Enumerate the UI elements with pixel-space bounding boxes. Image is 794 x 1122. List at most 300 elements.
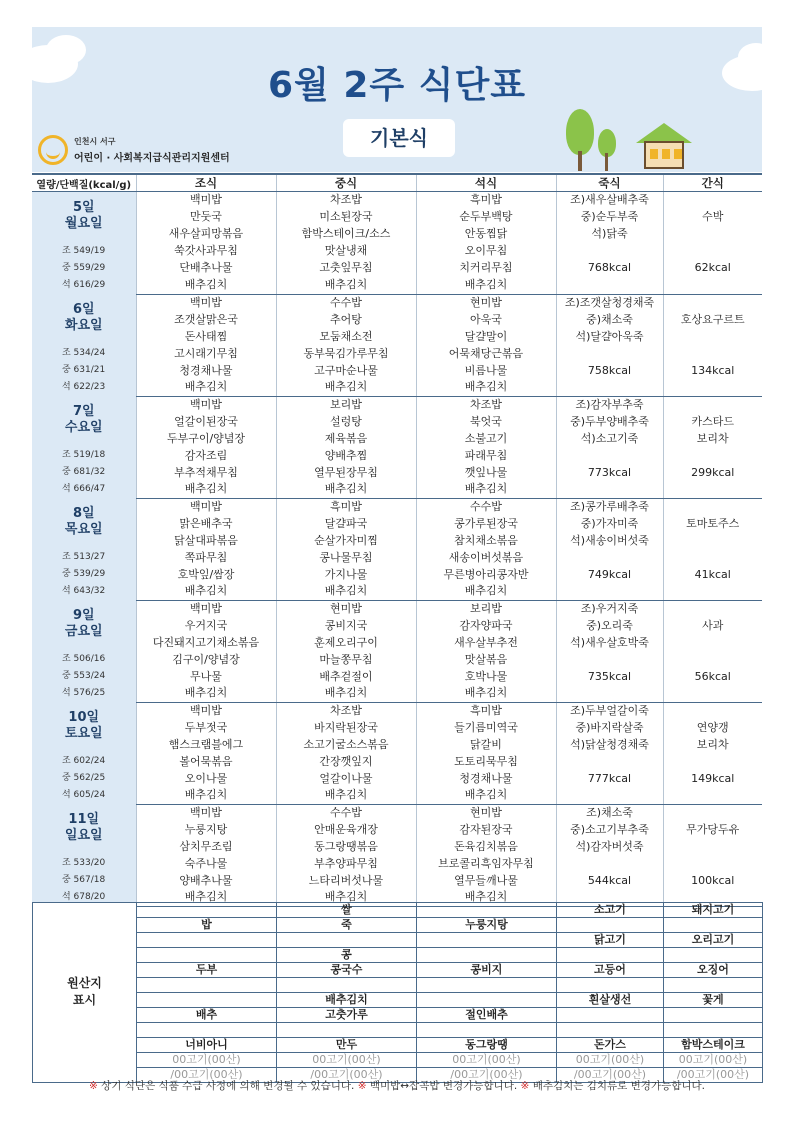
snack-item	[663, 804, 762, 821]
table-row	[32, 617, 762, 634]
porridge-item: 중)오리죽	[556, 617, 663, 634]
lunch-item: 고구마순나물	[276, 362, 416, 379]
porridge-item: 758kcal	[556, 362, 663, 379]
snack-item: 134kcal	[663, 362, 762, 379]
origin-row	[33, 933, 763, 948]
dinner-item: 감자된장국	[416, 821, 556, 838]
origin-cell	[557, 918, 664, 933]
note-mark: ※	[357, 1080, 367, 1092]
day-name	[32, 404, 136, 436]
breakfast-item: 오이나물	[136, 770, 276, 787]
snack-item: 62kcal	[663, 260, 762, 277]
table-row	[32, 702, 762, 719]
snack-item: 무가당두유	[663, 821, 762, 838]
breakfast-item: 백미밥	[136, 192, 276, 209]
origin-row	[33, 903, 763, 918]
day-info-cell	[32, 192, 136, 295]
porridge-item: 773kcal	[556, 464, 663, 481]
energy-protein: 조 534/24	[62, 348, 106, 358]
dinner-item: 배추김치	[416, 787, 556, 804]
porridge-item: 544kcal	[556, 872, 663, 889]
dinner-item: 배추김치	[416, 685, 556, 702]
origin-cell	[417, 1022, 557, 1037]
origin-cell: 동그랑땡	[417, 1037, 557, 1052]
header-porridge: 죽식	[556, 174, 663, 192]
table-row	[32, 209, 762, 226]
snack-item	[663, 600, 762, 617]
porridge-item	[556, 277, 663, 294]
porridge-item: 석)감자버섯죽	[556, 838, 663, 855]
table-row	[32, 498, 762, 515]
table-row	[32, 804, 762, 821]
table-row	[32, 311, 762, 328]
dinner-item: 호박나물	[416, 668, 556, 685]
energy-protein: 조 602/24	[62, 756, 106, 766]
table-row	[32, 379, 762, 396]
dinner-item: 어묵채당근볶음	[416, 345, 556, 362]
snack-item	[663, 396, 762, 413]
day-date: 11일	[68, 812, 100, 827]
table-row	[32, 770, 762, 787]
energy-protein: 중 553/24	[62, 671, 106, 681]
table-row	[32, 651, 762, 668]
porridge-item	[556, 549, 663, 566]
porridge-item: 조)새우살배추죽	[556, 192, 663, 209]
header-energy: 열량/단백질(kcal/g)	[32, 174, 136, 192]
breakfast-item: 배추김치	[136, 481, 276, 498]
lunch-item: 바지락된장국	[276, 719, 416, 736]
day-weekday: 월요일	[64, 216, 103, 231]
snack-item	[663, 498, 762, 515]
table-row	[32, 447, 762, 464]
energy-protein: 중 559/29	[62, 263, 106, 273]
table-row	[32, 260, 762, 277]
lunch-item: 함박스테이크/소스	[276, 226, 416, 243]
origin-cell: 꽃게	[664, 992, 763, 1007]
org-region: 인천시 서구	[74, 137, 116, 146]
dinner-item: 현미밥	[416, 804, 556, 821]
porridge-item: 석)소고기죽	[556, 430, 663, 447]
porridge-item: 석)닭죽	[556, 226, 663, 243]
energy-protein: 조 513/27	[62, 552, 106, 562]
breakfast-item: 맑은배추국	[136, 515, 276, 532]
day-weekday: 화요일	[64, 318, 103, 333]
snack-item	[663, 651, 762, 668]
porridge-item: 중)바지락살죽	[556, 719, 663, 736]
porridge-item: 중)가자미죽	[556, 515, 663, 532]
dinner-item: 파래무침	[416, 447, 556, 464]
origin-cell: 오징어	[664, 963, 763, 978]
origin-cell	[664, 1022, 763, 1037]
header-breakfast: 조식	[136, 174, 276, 192]
lunch-item: 배추김치	[276, 685, 416, 702]
table-row	[32, 226, 762, 243]
breakfast-item: 백미밥	[136, 294, 276, 311]
lunch-item: 순살가자미찜	[276, 532, 416, 549]
origin-cell	[417, 933, 557, 948]
menu-type-badge: 기본식	[343, 119, 455, 157]
breakfast-item: 배추김치	[136, 889, 276, 906]
dinner-item: 보리밥	[416, 600, 556, 617]
energy-protein: 조 519/18	[62, 450, 106, 460]
day-info-cell	[32, 702, 136, 804]
porridge-item	[556, 651, 663, 668]
porridge-item	[556, 753, 663, 770]
lunch-item: 수수밥	[276, 804, 416, 821]
lunch-item: 열무된장무침	[276, 464, 416, 481]
table-row	[32, 583, 762, 600]
snack-item	[663, 702, 762, 719]
origin-row	[33, 963, 763, 978]
snack-item	[663, 532, 762, 549]
dinner-item: 배추김치	[416, 379, 556, 396]
origin-row	[33, 1037, 763, 1052]
porridge-item	[556, 855, 663, 872]
origin-cell: 돈가스	[557, 1037, 664, 1052]
porridge-item: 조)두부얼갈이죽	[556, 702, 663, 719]
lunch-item: 콩나물무침	[276, 549, 416, 566]
snack-item: 사과	[663, 617, 762, 634]
origin-cell	[417, 992, 557, 1007]
dinner-item: 차조밥	[416, 396, 556, 413]
lunch-item: 추어탕	[276, 311, 416, 328]
lunch-item: 배추김치	[276, 583, 416, 600]
meal-table	[32, 173, 762, 907]
breakfast-item: 햄스크램블에그	[136, 736, 276, 753]
table-row	[32, 396, 762, 413]
snack-item: 보리차	[663, 430, 762, 447]
origin-cell: 00고기(00산)	[557, 1052, 664, 1067]
porridge-item	[556, 481, 663, 498]
snack-item	[663, 447, 762, 464]
dinner-item: 북엇국	[416, 413, 556, 430]
breakfast-item: 백미밥	[136, 498, 276, 515]
origin-table	[32, 902, 763, 1083]
dinner-item: 현미밥	[416, 294, 556, 311]
table-row	[32, 838, 762, 855]
lunch-item: 배추김치	[276, 277, 416, 294]
table-row	[32, 430, 762, 447]
day-date: 10일	[68, 710, 100, 725]
snack-item: 수박	[663, 209, 762, 226]
origin-cell	[417, 948, 557, 963]
day-info-cell	[32, 498, 136, 600]
porridge-item: 조)채소죽	[556, 804, 663, 821]
snack-item	[663, 192, 762, 209]
org-name: 어린이 · 사회복지급식관리지원센터	[74, 153, 230, 164]
note-mark: ※	[89, 1080, 98, 1092]
dinner-item: 흑미밥	[416, 702, 556, 719]
lunch-item: 배추김치	[276, 889, 416, 906]
origin-cell: 함박스테이크	[664, 1037, 763, 1052]
porridge-item: 조)우거지죽	[556, 600, 663, 617]
day-info-cell	[32, 396, 136, 498]
lunch-item: 동그랑땡볶음	[276, 838, 416, 855]
table-row	[32, 532, 762, 549]
dinner-item: 닭갈비	[416, 736, 556, 753]
breakfast-item: 누룽지탕	[136, 821, 276, 838]
day-weekday: 토요일	[64, 726, 103, 741]
breakfast-item: 호박잎/쌈장	[136, 566, 276, 583]
breakfast-item: 두부젓국	[136, 719, 276, 736]
porridge-item: 중)채소죽	[556, 311, 663, 328]
breakfast-item: 삼치무조림	[136, 838, 276, 855]
porridge-item: 749kcal	[556, 566, 663, 583]
energy-protein: 중 681/32	[62, 467, 106, 477]
lunch-item: 수수밥	[276, 294, 416, 311]
table-row	[32, 872, 762, 889]
dinner-item: 소불고기	[416, 430, 556, 447]
lunch-item: 소고기굴소스볶음	[276, 736, 416, 753]
lunch-item: 현미밥	[276, 600, 416, 617]
dinner-item: 새우살부추전	[416, 634, 556, 651]
origin-cell: 누룽지탕	[417, 918, 557, 933]
energy-protein: 조 506/16	[62, 654, 106, 664]
dinner-item: 배추김치	[416, 481, 556, 498]
origin-cell: /00고기(00산)	[277, 1067, 417, 1082]
snack-item	[663, 379, 762, 396]
porridge-item: 석)새송이버섯죽	[556, 532, 663, 549]
origin-row	[33, 978, 763, 993]
energy-protein: 석 666/47	[62, 484, 106, 494]
lunch-item: 안매운육개장	[276, 821, 416, 838]
table-row	[32, 294, 762, 311]
origin-cell: 밥	[137, 918, 277, 933]
origin-cell: 오리고기	[664, 933, 763, 948]
day-name	[32, 302, 136, 334]
lunch-item: 간장깻잎지	[276, 753, 416, 770]
table-row	[32, 821, 762, 838]
day-name	[32, 812, 136, 844]
origin-cell	[664, 918, 763, 933]
snack-item	[663, 294, 762, 311]
porridge-item: 중)소고기부추죽	[556, 821, 663, 838]
lunch-item: 제육볶음	[276, 430, 416, 447]
smile-logo-icon	[38, 135, 68, 165]
decoration-trees-house	[562, 107, 712, 172]
origin-cell: 돼지고기	[664, 903, 763, 918]
origin-cell	[557, 978, 664, 993]
origin-cell	[137, 948, 277, 963]
origin-cell: 흰살생선	[557, 992, 664, 1007]
dinner-item: 콩가루된장국	[416, 515, 556, 532]
dinner-item: 안동찜닭	[416, 226, 556, 243]
origin-cell: 쌀	[277, 903, 417, 918]
table-row	[32, 549, 762, 566]
table-row	[32, 413, 762, 430]
dinner-item: 오이무침	[416, 243, 556, 260]
day-date: 6일	[72, 302, 95, 317]
origin-cell	[137, 933, 277, 948]
origin-cell: 배추	[137, 1007, 277, 1022]
origin-cell: 고등어	[557, 963, 664, 978]
snack-item	[663, 226, 762, 243]
snack-item	[663, 481, 762, 498]
day-info-cell	[32, 600, 136, 702]
lunch-item: 마늘쫑무침	[276, 651, 416, 668]
lunch-item: 보리밥	[276, 396, 416, 413]
energy-protein: 중 631/21	[62, 365, 106, 375]
breakfast-item: 배추김치	[136, 583, 276, 600]
dinner-item: 흑미밥	[416, 192, 556, 209]
snack-item: 100kcal	[663, 872, 762, 889]
breakfast-item: 쑥갓사과무침	[136, 243, 276, 260]
porridge-item	[556, 243, 663, 260]
origin-cell: /00고기(00산)	[557, 1067, 664, 1082]
origin-cell: 두부	[137, 963, 277, 978]
breakfast-item: 다진돼지고기채소볶음	[136, 634, 276, 651]
table-row	[32, 736, 762, 753]
energy-protein: 석 622/23	[62, 382, 106, 392]
energy-protein: 석 616/29	[62, 280, 106, 290]
day-name	[32, 200, 136, 232]
snack-item: 299kcal	[663, 464, 762, 481]
lunch-item: 미소된장국	[276, 209, 416, 226]
origin-cell	[557, 948, 664, 963]
lunch-item: 맛살냉채	[276, 243, 416, 260]
day-weekday: 금요일	[64, 624, 103, 639]
origin-cell: 절인배추	[417, 1007, 557, 1022]
origin-cell: /00고기(00산)	[137, 1067, 277, 1082]
origin-cell	[417, 978, 557, 993]
origin-label-line: 표시	[72, 993, 97, 1008]
snack-item	[663, 583, 762, 600]
dinner-item: 무른병아리콩자반	[416, 566, 556, 583]
breakfast-item: 고시래기무침	[136, 345, 276, 362]
dinner-item: 들기름미역국	[416, 719, 556, 736]
day-name	[32, 710, 136, 742]
porridge-item: 조)조갯살청경채죽	[556, 294, 663, 311]
table-row	[32, 464, 762, 481]
energy-protein: 중 562/25	[62, 773, 106, 783]
lunch-item: 설렁탕	[276, 413, 416, 430]
origin-cell: 너비아니	[137, 1037, 277, 1052]
snack-item	[663, 549, 762, 566]
table-row	[32, 192, 762, 209]
breakfast-item: 닭살대파볶음	[136, 532, 276, 549]
dinner-item: 순두부백탕	[416, 209, 556, 226]
breakfast-item: 김구이/양념장	[136, 651, 276, 668]
origin-cell	[557, 1022, 664, 1037]
origin-cell: 00고기(00산)	[277, 1052, 417, 1067]
page-title: 6월 2주 식단표	[267, 65, 527, 106]
origin-cell	[137, 978, 277, 993]
lunch-item: 콩비지국	[276, 617, 416, 634]
origin-label	[33, 903, 137, 1083]
breakfast-item: 단배추나물	[136, 260, 276, 277]
lunch-item: 차조밥	[276, 192, 416, 209]
dinner-item: 브로콜리흑임자무침	[416, 855, 556, 872]
origin-row	[33, 948, 763, 963]
energy-protein: 석 643/32	[62, 586, 106, 596]
breakfast-item: 배추김치	[136, 277, 276, 294]
origin-cell: 콩국수	[277, 963, 417, 978]
origin-cell	[137, 1022, 277, 1037]
lunch-item: 부추양파무침	[276, 855, 416, 872]
breakfast-item: 배추김치	[136, 379, 276, 396]
porridge-item: 석)새우살호박죽	[556, 634, 663, 651]
snack-item: 호상요구르트	[663, 311, 762, 328]
origin-cell	[664, 1007, 763, 1022]
breakfast-item: 조갯살맑은국	[136, 311, 276, 328]
day-date: 5일	[72, 200, 95, 215]
origin-cell: 00고기(00산)	[664, 1052, 763, 1067]
snack-item	[663, 855, 762, 872]
table-row	[32, 600, 762, 617]
snack-item	[663, 753, 762, 770]
lunch-item: 모둠채소전	[276, 328, 416, 345]
origin-row	[33, 992, 763, 1007]
dinner-item: 치커리무침	[416, 260, 556, 277]
origin-cell	[664, 978, 763, 993]
lunch-item: 배추김치	[276, 481, 416, 498]
day-date: 7일	[72, 404, 95, 419]
origin-cell: 콩	[277, 948, 417, 963]
dinner-item: 달걀말이	[416, 328, 556, 345]
breakfast-item: 두부구이/양념장	[136, 430, 276, 447]
snack-item: 보리차	[663, 736, 762, 753]
table-row	[32, 634, 762, 651]
table-row	[32, 753, 762, 770]
origin-cell	[417, 903, 557, 918]
lunch-item: 동부묵김가루무침	[276, 345, 416, 362]
energy-protein: 중 567/18	[62, 875, 106, 885]
porridge-item	[556, 583, 663, 600]
origin-cell: 00고기(00산)	[417, 1052, 557, 1067]
breakfast-item: 백미밥	[136, 396, 276, 413]
table-row	[32, 243, 762, 260]
snack-item: 41kcal	[663, 566, 762, 583]
dinner-item: 배추김치	[416, 583, 556, 600]
breakfast-item: 백미밥	[136, 600, 276, 617]
table-row	[32, 855, 762, 872]
porridge-item	[556, 447, 663, 464]
origin-cell	[277, 933, 417, 948]
breakfast-item: 볼어묵볶음	[136, 753, 276, 770]
day-name	[32, 608, 136, 640]
lunch-item: 양배추찜	[276, 447, 416, 464]
table-row	[32, 685, 762, 702]
origin-cell: 죽	[277, 918, 417, 933]
note-text: 상기 식단은 식품 수급 사정에 의해 변경될 수 있습니다.	[101, 1080, 355, 1092]
breakfast-item: 배추김치	[136, 685, 276, 702]
porridge-item: 조)콩가루배추죽	[556, 498, 663, 515]
origin-cell	[277, 1022, 417, 1037]
energy-protein: 조 549/19	[62, 246, 106, 256]
lunch-item: 흑미밥	[276, 498, 416, 515]
origin-row	[33, 1007, 763, 1022]
breakfast-item: 백미밥	[136, 702, 276, 719]
snack-item	[663, 838, 762, 855]
breakfast-item: 배추김치	[136, 787, 276, 804]
porridge-item: 735kcal	[556, 668, 663, 685]
lunch-item: 차조밥	[276, 702, 416, 719]
snack-item	[663, 787, 762, 804]
origin-cell	[557, 1007, 664, 1022]
header-lunch: 중식	[276, 174, 416, 192]
table-header-row	[32, 174, 762, 192]
day-weekday: 일요일	[64, 828, 103, 843]
breakfast-item: 양배추나물	[136, 872, 276, 889]
origin-cell: 00고기(00산)	[137, 1052, 277, 1067]
origin-cell	[137, 903, 277, 918]
origin-cell: 배추김치	[277, 992, 417, 1007]
day-weekday: 목요일	[64, 522, 103, 537]
header-dinner: 석식	[416, 174, 556, 192]
dinner-item: 아욱국	[416, 311, 556, 328]
table-row	[32, 345, 762, 362]
origin-cell: 만두	[277, 1037, 417, 1052]
